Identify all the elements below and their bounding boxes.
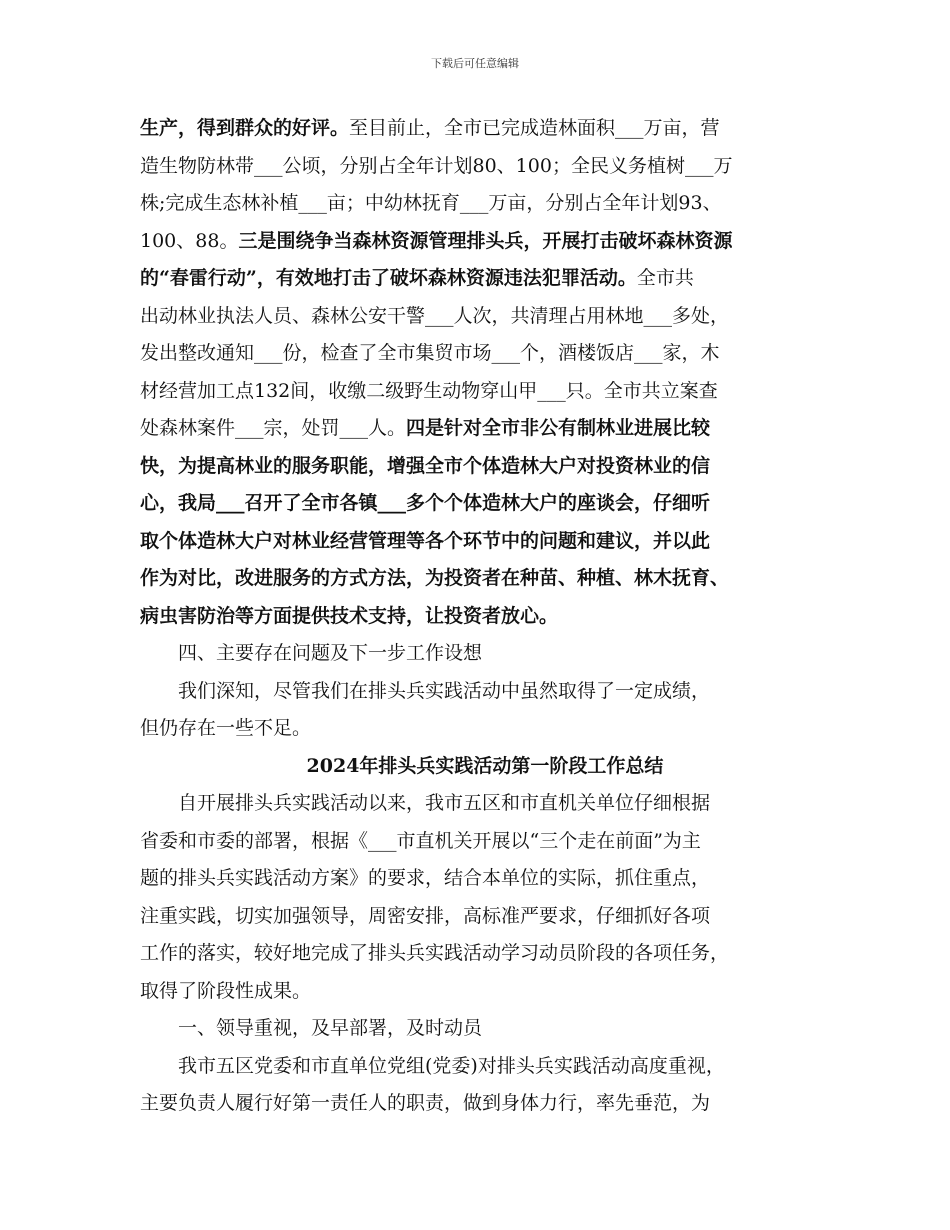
document-body xyxy=(140,110,830,1123)
text-line xyxy=(140,935,830,973)
text-segment: 我们深知，尽管我们在排头兵实践活动中虽然取得了一定成绩， xyxy=(140,679,711,702)
text-segment: 一、领导重视，及早部署，及时动员 xyxy=(140,1017,483,1039)
text-line xyxy=(140,898,830,936)
text-segment: 注重实践，切实加强领导，周密安排，高标准严要求，仔细抓好各项 xyxy=(140,904,711,927)
text-segment: 出动林业执法人员、森林公安干警___人次，共清理占用林地___多处， xyxy=(140,304,730,327)
bold-text: 的“春雷行动”，有效地打击了破坏森林资源违法犯罪活动。 xyxy=(140,267,637,289)
bold-text: 病虫害防治等方面提供技术支持，让投资者放心。 xyxy=(140,604,559,627)
text-line xyxy=(140,748,830,786)
text-line xyxy=(140,710,830,748)
text-segment: 我市五区党委和市直单位党组(党委)对排头兵实践活动高度重视， xyxy=(140,1054,725,1077)
text-line xyxy=(140,785,830,823)
text-line xyxy=(140,673,830,711)
text-segment: 但仍存在一些不足。 xyxy=(140,717,312,739)
text-line xyxy=(140,1048,830,1086)
text-line xyxy=(140,298,830,336)
text-line xyxy=(140,560,830,598)
text-line xyxy=(140,373,830,411)
text-segment: 材经营加工点132间，收缴二级野生动物穿山甲___只。全市共立案查 xyxy=(140,379,718,402)
bold-text: 三是围绕争当森林资源管理排头兵，开展打击破坏森林资源 xyxy=(238,229,733,252)
text-line xyxy=(140,823,830,861)
text-line xyxy=(140,335,830,373)
text-segment: 至目前止，全市已完成造林面积___万亩，营 xyxy=(349,117,720,139)
text-segment: 工作的落实，较好地完成了排头兵实践活动学习动员阶段的各项任务， xyxy=(140,942,730,964)
text-line xyxy=(140,410,830,448)
text-segment: 100、88。 xyxy=(140,229,239,252)
text-segment: 主要负责人履行好第一责任人的职责，做到身体力行，率先垂范，为 xyxy=(140,1092,711,1114)
bold-text: 四是针对全市非公有制林业进展比较 xyxy=(406,417,711,439)
text-line xyxy=(140,185,830,223)
bold-text: 取个体造林大户对林业经营管理等各个环节中的问题和建议，并以此 xyxy=(140,529,711,552)
text-segment: 造生物防林带___公顷，分别占全年计划80、100；全民义务植树___万 xyxy=(140,154,733,177)
text-segment: 处森林案件___宗，处罚___人。 xyxy=(140,417,407,439)
text-line xyxy=(140,110,830,148)
text-line xyxy=(140,1010,830,1048)
text-line xyxy=(140,448,830,486)
text-line xyxy=(140,598,830,636)
text-line xyxy=(140,973,830,1011)
text-line xyxy=(140,223,830,261)
text-line xyxy=(140,523,830,561)
text-line xyxy=(140,635,830,673)
text-segment: 取得了阶段性成果。 xyxy=(140,979,312,1002)
text-segment: 自开展排头兵实践活动以来，我市五区和市直机关单位仔细根据 xyxy=(140,792,711,814)
bold-text: 生产，得到群众的好评。 xyxy=(140,117,350,139)
text-segment: 株;完成生态林补植___亩；中幼林抚育___万亩，分别占全年计划93、 xyxy=(140,192,722,214)
page-header: 下载后可任意编辑 xyxy=(431,57,519,70)
bold-text: 心，我局___召开了全市各镇___多个个体造林大户的座谈会，仔细听 xyxy=(140,492,711,514)
text-line xyxy=(140,260,830,298)
bold-text: 作为对比，改进服务的方式方法，为投资者在种苗、种植、林木抚育、 xyxy=(140,567,730,589)
text-line xyxy=(140,148,830,186)
text-segment: 全市共 xyxy=(636,267,694,289)
text-segment: 省委和市委的部署，根据《___市直机关开展以“三个走在前面”为主 xyxy=(140,829,701,852)
text-line xyxy=(140,1085,830,1123)
text-line xyxy=(140,485,830,523)
text-segment: 发出整改通知___份，检查了全市集贸市场___个，酒楼饭店___家，木 xyxy=(140,342,720,364)
text-segment: 四、主要存在问题及下一步工作设想 xyxy=(140,642,483,664)
text-segment: 题的排头兵实践活动方案》的要求，结合本单位的实际，抓住重点， xyxy=(140,867,711,889)
text-line xyxy=(140,860,830,898)
section-title: 2024年排头兵实践活动第一阶段工作总结 xyxy=(306,754,664,777)
bold-text: 快，为提高林业的服务职能，增强全市个体造林大户对投资林业的信 xyxy=(140,454,711,477)
